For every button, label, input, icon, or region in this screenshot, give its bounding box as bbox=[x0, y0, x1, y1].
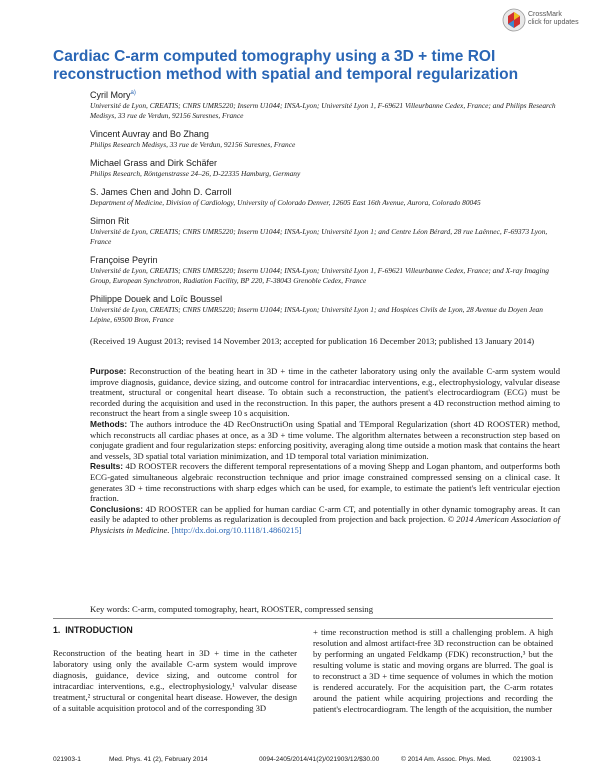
journal-citation: Med. Phys. 41 (2), February 2014 bbox=[109, 756, 208, 763]
author-affiliation: Université de Lyon, CREATIS; CNRS UMR5220; Inserm U1044; INSA-Lyon; Université Lyon 1, F-69621 Villeurbanne Cedex, France; and X-ray Imaging Group, European Synchrotron, Radiation Facility, BP 220, F-38043 Grenoble Cedex, France bbox=[90, 266, 549, 285]
crossmark-sublabel: click for updates bbox=[528, 19, 579, 26]
footer-copyright: © 2014 Am. Assoc. Phys. Med. bbox=[401, 756, 492, 763]
author-block bbox=[90, 293, 560, 325]
author-footnote-link[interactable]: a) bbox=[130, 90, 136, 96]
methods-label: Methods: bbox=[90, 418, 128, 429]
page-number-left: 021903-1 bbox=[53, 756, 81, 763]
crossmark-logo[interactable] bbox=[502, 8, 582, 38]
page-number-right: 021903-1 bbox=[513, 756, 541, 763]
author-name: Simon Rit bbox=[90, 216, 130, 226]
author-affiliation: Department of Medicine, Division of Cardiology, University of Colorado Denver, 12605 East 16th Avenue, Aurora, Colorado 80045 bbox=[90, 198, 481, 207]
author-affiliation: Université de Lyon, CREATIS; CNRS UMR5220; Inserm U1044; INSA-Lyon; Université Lyon 1; and Hospices Civils de Lyon, 28 Avenue du Doyen Jean Lépine, 69500 Bron, France bbox=[90, 305, 543, 324]
keywords: Key words: C-arm, computed tomography, heart, ROOSTER, compressed sensing bbox=[90, 604, 373, 614]
author-name: Françoise Peyrin bbox=[90, 255, 158, 265]
author-name: Cyril Mory bbox=[90, 90, 131, 100]
author-name: S. James Chen and John D. Carroll bbox=[90, 187, 232, 197]
purpose-label: Purpose: bbox=[90, 366, 127, 376]
abstract-conclusions: Conclusions: 4D ROOSTER can be applied for human cardiac C-arm CT, and potentially in other dynamic tomography areas. It can easily be adapted to other problems as regularization is decoupled from projection and back projection. © 2014 American Association of Physicists in Medicine. [http://dx.doi.org/10.1118/1.4860215] bbox=[90, 503, 560, 535]
author-affiliation: Université de Lyon, CREATIS; CNRS UMR5220; Inserm U1044; INSA-Lyon; Université Lyon 1, F-69621 Villeurbanne Cedex, France; and Philips Research Medisys, 33 rue de Verdun, 92156 Suresnes, France bbox=[90, 101, 556, 120]
doi-link[interactable]: [http://dx.doi.org/10.1118/1.4860215] bbox=[171, 524, 302, 535]
author-affiliation: Université de Lyon, CREATIS; CNRS UMR5220; Inserm U1044; INSA-Lyon; Université Lyon 1; and Centre Léon Bérard, 28 rue Laënnec, F-69373 Lyon, France bbox=[90, 227, 548, 246]
author-name: Philippe Douek and Loïc Boussel bbox=[90, 294, 223, 304]
abstract bbox=[90, 366, 560, 536]
section-divider bbox=[53, 618, 553, 619]
author-name: Michael Grass and Dirk Schäfer bbox=[90, 158, 218, 168]
author-block bbox=[90, 87, 560, 121]
paper-title: Cardiac C-arm computed tomography using a 3D + time ROI reconstruction method with spatial and temporal regularization bbox=[53, 48, 519, 83]
author-block bbox=[90, 157, 560, 179]
article-code: 0094-2405/2014/41(2)/021903/12/$30.00 bbox=[259, 756, 380, 763]
abstract-copyright: © 2014 American Association of Physicists in Medicine. bbox=[90, 514, 560, 535]
received-dates: (Received 19 August 2013; revised 14 November 2013; accepted for publication 16 December 2013; published 13 January 2014) bbox=[90, 336, 535, 346]
conclusions-label: Conclusions: bbox=[90, 503, 144, 514]
author-block bbox=[90, 215, 560, 247]
author-name: Vincent Auvray and Bo Zhang bbox=[90, 129, 209, 139]
section-heading: 1. INTRODUCTION bbox=[53, 625, 133, 635]
intro-column-right: + time reconstruction method is still a challenging problem. A high resolution and almost artifact-free 3D reconstruction can be obtained by performing an ungated Feldkamp (FDK) reconstruction,³ but the resulting volume is static and moving organs are blurred. The goal is to reconstruct a 3D + time sequence of volumes in which the motion is rendered accurately. For the acquisition part, the C-arm rotates around the patient while acquiring projections and recording the patient's electrocardiogram. The length of the acquisition, the number bbox=[313, 627, 553, 714]
abstract-results: Results: 4D ROOSTER recovers the different temporal representations of a moving Shepp and Logan phantom, and outperforms both ECG-gated simultaneous algebraic reconstruction technique and prior image constrained compressed sensing on a clinical case. It generates 3D + time reconstructions with sharp edges which can be used, for example, to estimate the patient's left ventricular ejection fraction. bbox=[90, 461, 560, 504]
intro-column-left: Reconstruction of the beating heart in 3D + time in the catheter laboratory using only the available C-arm system would improve diagnosis, guidance, device sizing, and outcome control for intracardiac interventions, e.g., electrophysiology,¹ valvular disease treatment,² structural or congenital heart disease. However, the design of a suitable acquisition protocol and of the corresponding 3D bbox=[53, 648, 297, 713]
author-affiliation: Philips Research Medisys, 33 rue de Verdun, 92156 Suresnes, France bbox=[90, 140, 296, 149]
author-block bbox=[90, 186, 560, 208]
crossmark-label: CrossMark bbox=[528, 11, 562, 18]
crossmark-icon bbox=[502, 8, 526, 32]
abstract-purpose: Purpose: Reconstruction of the beating heart in 3D + time in the catheter laboratory using only the available C-arm system would improve diagnosis, guidance, device sizing, and outcome control for intracardiac interventions, e.g., electrophysiology, valvular disease treatment, structural or congenital heart disease. To obtain such a reconstruction, the patient's electrocardiogram (ECG) must be recorded during the acquisition and used in the reconstruction. In this paper, the authors present a 4D reconstruction method aiming to reconstruct the heart from a single sweep 10 s acquisition. bbox=[90, 366, 560, 419]
author-block bbox=[90, 128, 560, 150]
abstract-methods: Methods: The authors introduce the 4D RecOnstructiOn using Spatial and TEmporal Regularization (short 4D ROOSTER) method, which reconstructs all cardiac phases at once, as a 3D + time volume. The algorithm alternates between a reconstruction step based on conjugate gradient and four regularization steps: enforcing positivity, averaging along time outside a motion mask that contains the heart and vessels, 3D spatial total variation minimization, and 1D temporal total variation minimization. bbox=[90, 418, 560, 461]
author-list bbox=[90, 87, 560, 332]
results-label: Results: bbox=[90, 461, 124, 472]
author-block bbox=[90, 254, 560, 286]
author-affiliation: Philips Research, Röntgenstrasse 24–26, D-22335 Hamburg, Germany bbox=[90, 169, 301, 178]
